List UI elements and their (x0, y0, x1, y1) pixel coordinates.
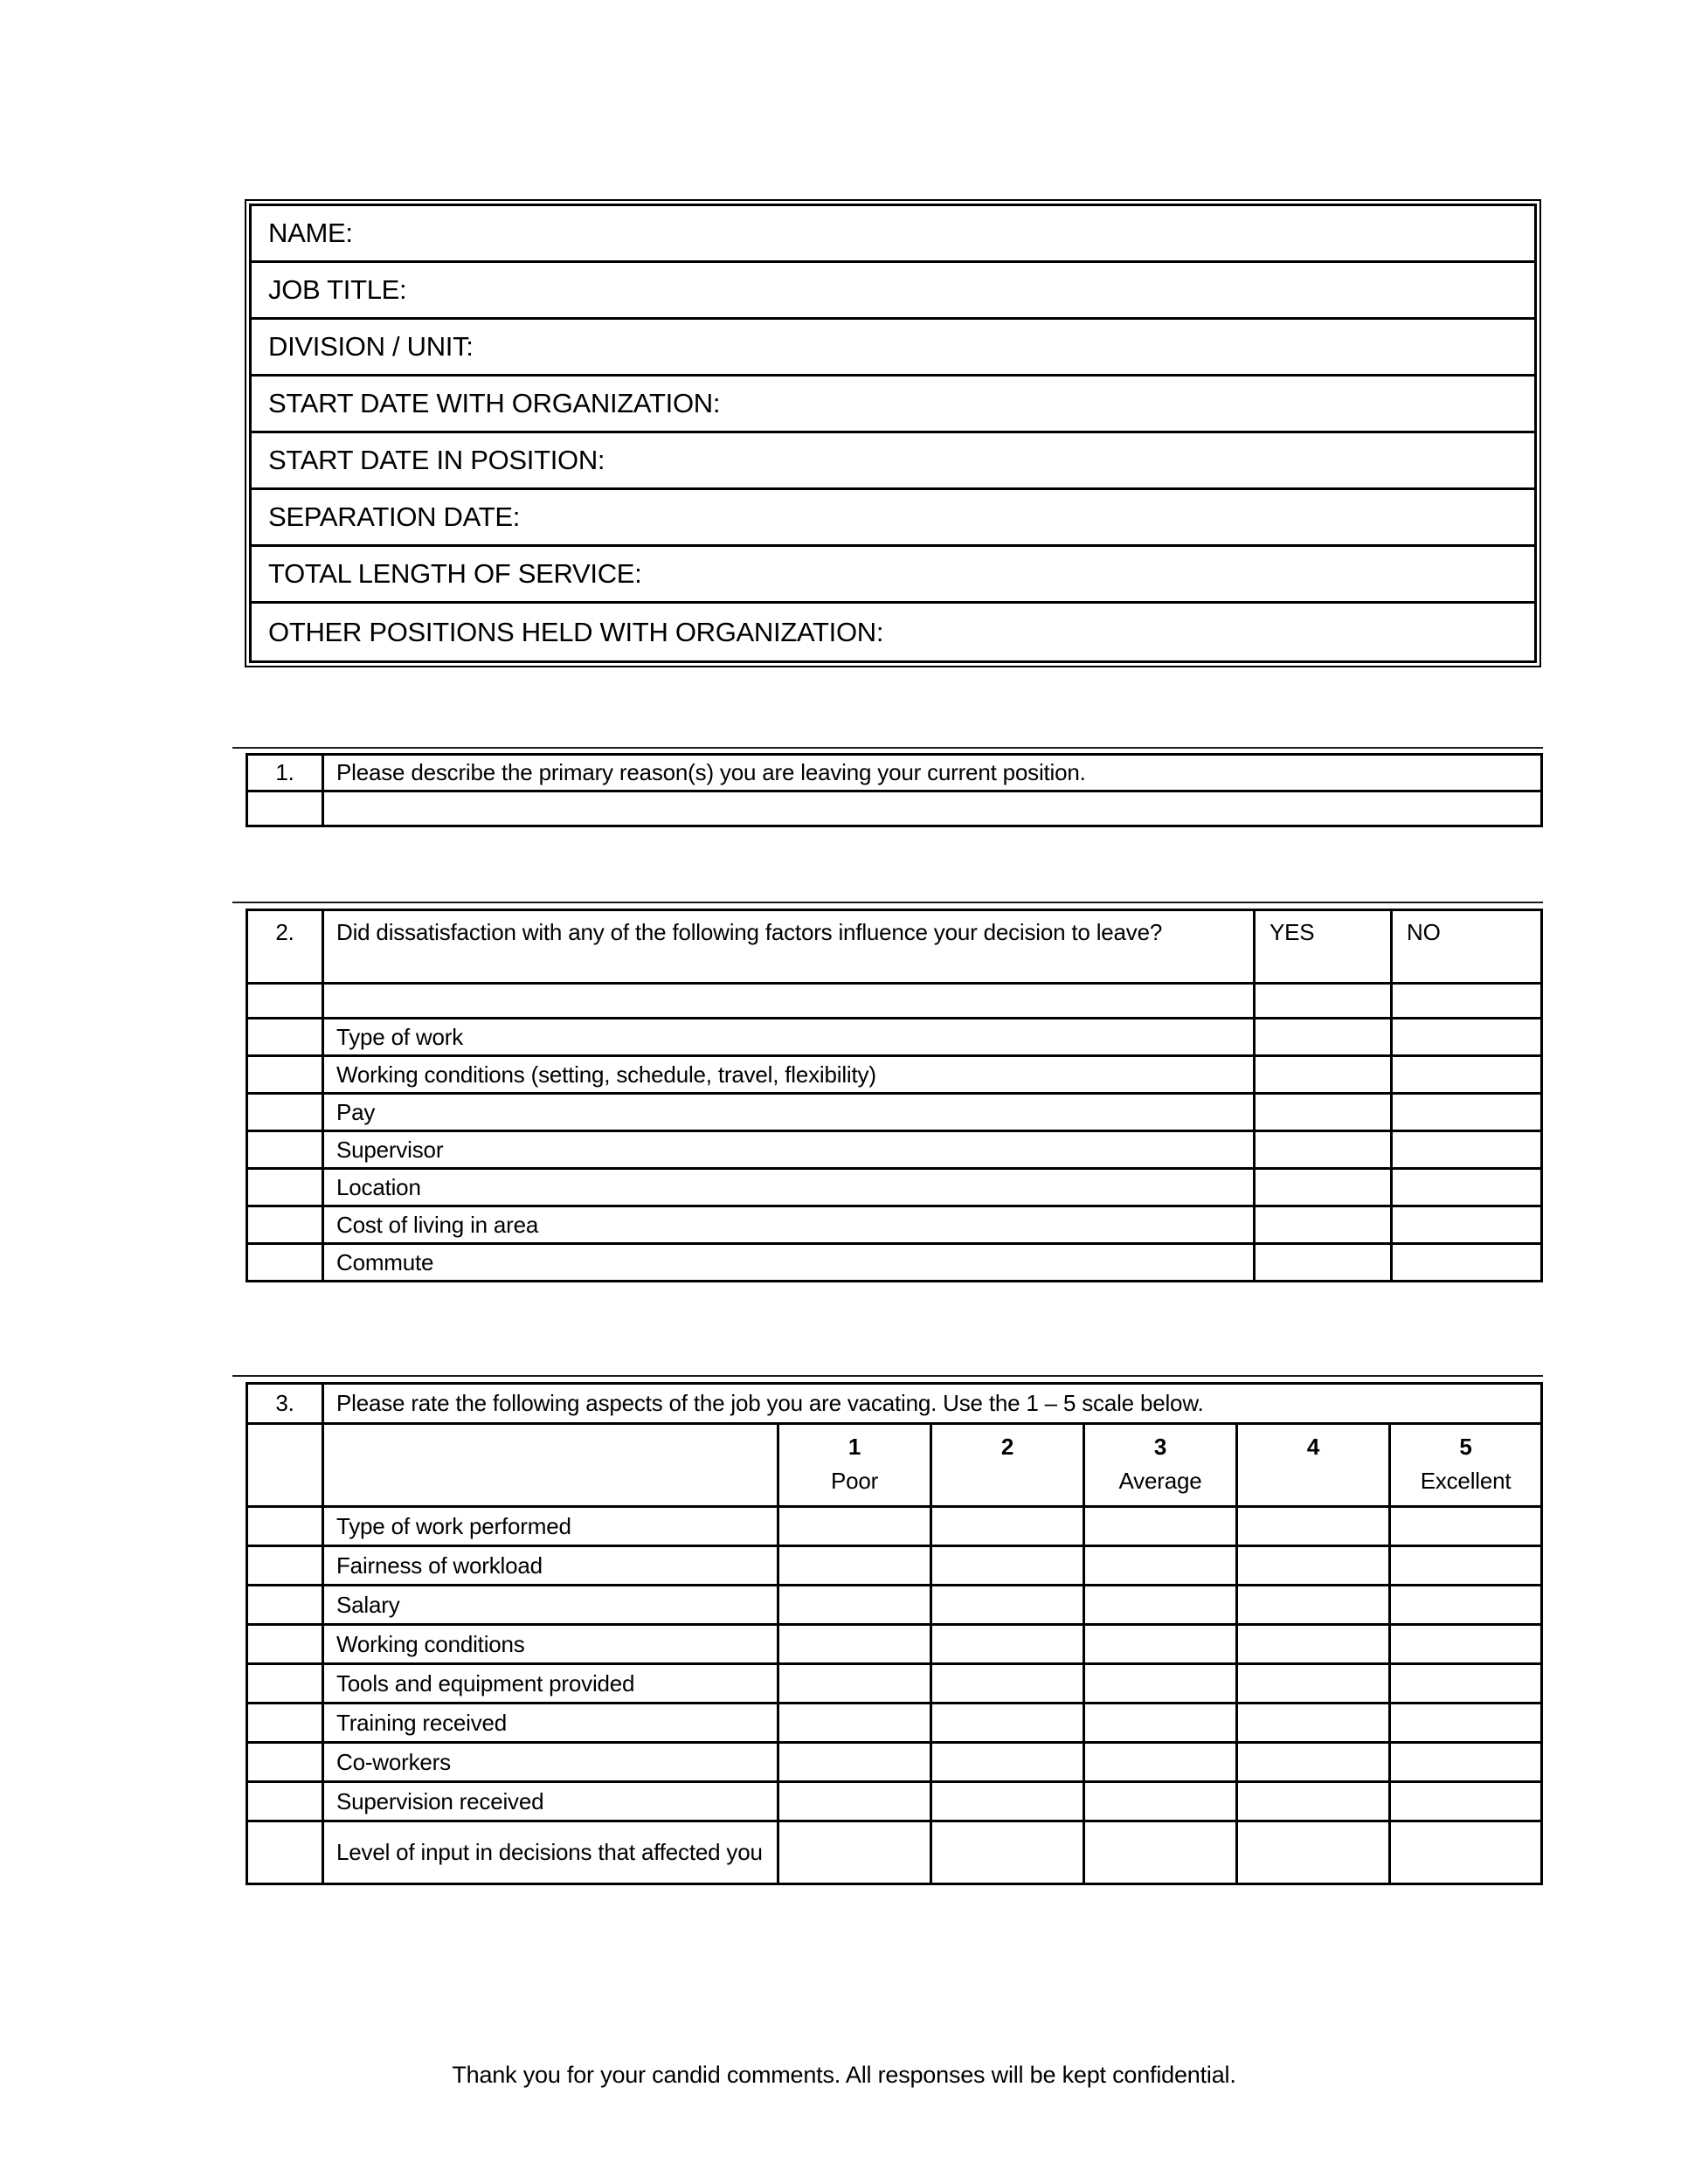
q3-rating-cell[interactable] (1084, 1546, 1237, 1586)
q3-rating-cell[interactable] (1084, 1743, 1237, 1782)
q3-rating-cell[interactable] (778, 1586, 931, 1625)
scale-label: Poor (830, 1468, 879, 1494)
q2-row-number-cell (247, 1131, 323, 1169)
rule-line (232, 902, 1543, 903)
q3-aspect-label: Working conditions (323, 1625, 778, 1664)
q2-no-header: NO (1392, 910, 1542, 984)
q2-factor-label: Supervisor (323, 1131, 1255, 1169)
q3-rating-cell[interactable] (1084, 1507, 1237, 1546)
q2-no-cell[interactable] (1392, 1131, 1542, 1169)
info-label: START DATE WITH ORGANIZATION: (268, 388, 721, 418)
info-label: SEPARATION DATE: (268, 501, 521, 532)
q3-spacer-cell (323, 1424, 778, 1507)
q3-number: 3. (247, 1384, 323, 1424)
q3-rating-cell[interactable] (1237, 1704, 1390, 1743)
q3-question: Please rate the following aspects of the job you are vacating. Use the 1 – 5 scale below. (323, 1384, 1542, 1424)
q2-factor-label: Type of work (323, 1019, 1255, 1056)
q2-spacer-cell (1255, 984, 1392, 1019)
q1-answer-cell[interactable] (323, 791, 1542, 826)
q3-rating-cell[interactable] (778, 1546, 931, 1586)
q3-rating-cell[interactable] (1084, 1586, 1237, 1625)
q3-rating-cell[interactable] (1390, 1546, 1542, 1586)
question-3-table (246, 1382, 1543, 1885)
q3-rating-cell[interactable] (1237, 1586, 1390, 1625)
q2-yes-header: YES (1255, 910, 1392, 984)
info-label: NAME: (268, 218, 353, 248)
info-label: OTHER POSITIONS HELD WITH ORGANIZATION: (268, 616, 884, 647)
q3-rating-cell[interactable] (931, 1782, 1084, 1821)
q2-no-cell[interactable] (1392, 1019, 1542, 1056)
q2-row-number-cell (247, 1094, 323, 1131)
q2-row-number-cell (247, 1019, 323, 1056)
q3-rating-cell[interactable] (1084, 1625, 1237, 1664)
info-field-other-positions[interactable] (252, 604, 1534, 660)
info-field-start-date-position[interactable] (252, 433, 1534, 490)
q3-row-number-cell (247, 1625, 323, 1664)
q3-row-number-cell (247, 1586, 323, 1625)
q2-factor-label: Commute (323, 1244, 1255, 1282)
info-label: JOB TITLE: (268, 274, 407, 305)
q3-rating-cell[interactable] (778, 1664, 931, 1704)
info-field-job-title[interactable] (252, 263, 1534, 320)
q3-rating-cell[interactable] (1237, 1625, 1390, 1664)
scale-number: 1 (847, 1434, 861, 1460)
q3-rating-cell[interactable] (778, 1743, 931, 1782)
q3-rating-cell[interactable] (1237, 1664, 1390, 1704)
q2-no-cell[interactable] (1392, 1169, 1542, 1206)
q3-scale-header-2 (931, 1424, 1084, 1507)
q2-yes-cell[interactable] (1255, 1131, 1392, 1169)
question-2-table (246, 909, 1543, 1282)
info-field-name[interactable] (252, 206, 1534, 263)
q3-rating-cell[interactable] (778, 1704, 931, 1743)
q3-rating-cell[interactable] (931, 1664, 1084, 1704)
q3-rating-cell[interactable] (1390, 1821, 1542, 1884)
q3-rating-cell[interactable] (1390, 1664, 1542, 1704)
q3-rating-cell[interactable] (931, 1507, 1084, 1546)
scale-number: 3 (1153, 1434, 1167, 1460)
q3-row-number-cell (247, 1507, 323, 1546)
q3-row-number-cell (247, 1782, 323, 1821)
info-label: TOTAL LENGTH OF SERVICE: (268, 558, 642, 589)
employee-info-table (245, 199, 1541, 667)
q2-factor-label: Pay (323, 1094, 1255, 1131)
q3-rating-cell[interactable] (1390, 1704, 1542, 1743)
q3-rating-cell[interactable] (1084, 1782, 1237, 1821)
q3-rating-cell[interactable] (931, 1546, 1084, 1586)
q3-aspect-label: Salary (323, 1586, 778, 1625)
q2-spacer-cell (1392, 984, 1542, 1019)
q2-yes-cell[interactable] (1255, 1094, 1392, 1131)
q3-aspect-label: Training received (323, 1704, 778, 1743)
employee-info-table-inner (249, 204, 1537, 663)
confidentiality-note: Thank you for your candid comments. All responses will be kept confidential. (452, 2062, 1236, 2088)
q3-rating-cell[interactable] (1237, 1743, 1390, 1782)
q2-spacer-cell (323, 984, 1255, 1019)
info-field-separation-date[interactable] (252, 490, 1534, 547)
info-label: DIVISION / UNIT: (268, 331, 474, 362)
q2-factor-label: Cost of living in area (323, 1206, 1255, 1244)
q2-factor-label: Location (323, 1169, 1255, 1206)
q3-rating-cell[interactable] (1237, 1507, 1390, 1546)
q3-row-number-cell (247, 1704, 323, 1743)
q3-rating-cell[interactable] (1237, 1546, 1390, 1586)
q1-question: Please describe the primary reason(s) you are leaving your current position. (323, 755, 1542, 791)
q3-rating-cell[interactable] (1390, 1625, 1542, 1664)
q3-row-number-cell (247, 1546, 323, 1586)
q2-no-cell[interactable] (1392, 1206, 1542, 1244)
q2-question: Did dissatisfaction with any of the following factors influence your decision to leave? (323, 910, 1255, 984)
q3-spacer-cell (247, 1424, 323, 1507)
q2-yes-cell[interactable] (1255, 1206, 1392, 1244)
q3-row-number-cell (247, 1664, 323, 1704)
q3-rating-cell[interactable] (931, 1586, 1084, 1625)
scale-number: 5 (1459, 1434, 1472, 1460)
q3-scale-header-4 (1237, 1424, 1390, 1507)
q2-row-number-cell (247, 1169, 323, 1206)
q3-rating-cell[interactable] (778, 1821, 931, 1884)
q3-rating-cell[interactable] (1390, 1743, 1542, 1782)
q3-aspect-label: Fairness of workload (323, 1546, 778, 1586)
scale-number: 4 (1306, 1434, 1320, 1460)
q3-row-number-cell (247, 1743, 323, 1782)
q3-rating-cell[interactable] (931, 1625, 1084, 1664)
q3-rating-cell[interactable] (1237, 1821, 1390, 1884)
info-field-start-date-org[interactable] (252, 377, 1534, 433)
q3-rating-cell[interactable] (1084, 1664, 1237, 1704)
q2-no-cell[interactable] (1392, 1244, 1542, 1282)
q3-scale-header-5 (1390, 1424, 1542, 1507)
q2-row-number-cell (247, 1206, 323, 1244)
q2-row-number-cell (247, 1244, 323, 1282)
q3-aspect-label: Co-workers (323, 1743, 778, 1782)
q2-yes-cell[interactable] (1255, 1169, 1392, 1206)
q3-rating-cell[interactable] (1390, 1507, 1542, 1546)
q3-rating-cell[interactable] (778, 1782, 931, 1821)
q2-no-cell[interactable] (1392, 1094, 1542, 1131)
q3-rating-cell[interactable] (1390, 1782, 1542, 1821)
q2-yes-cell[interactable] (1255, 1244, 1392, 1282)
q3-rating-cell[interactable] (1084, 1704, 1237, 1743)
q3-scale-header-3 (1084, 1424, 1237, 1507)
q3-rating-cell[interactable] (1237, 1782, 1390, 1821)
q3-rating-cell[interactable] (931, 1743, 1084, 1782)
info-field-division-unit[interactable] (252, 320, 1534, 377)
q3-row-number-cell (247, 1821, 323, 1884)
info-label: START DATE IN POSITION: (268, 445, 605, 475)
q3-aspect-label: Supervision received (323, 1782, 778, 1821)
rule-line (232, 1375, 1543, 1377)
info-field-length-of-service[interactable] (252, 547, 1534, 604)
q3-rating-cell[interactable] (1084, 1821, 1237, 1884)
q1-spacer-cell (247, 791, 323, 826)
q3-rating-cell[interactable] (1390, 1586, 1542, 1625)
question-1-table (246, 753, 1543, 827)
q2-yes-cell[interactable] (1255, 1056, 1392, 1094)
scale-number: 2 (1000, 1434, 1014, 1460)
rule-line (232, 747, 1543, 749)
q3-rating-cell[interactable] (778, 1507, 931, 1546)
q2-yes-cell[interactable] (1255, 1019, 1392, 1056)
q3-aspect-label: Tools and equipment provided (323, 1664, 778, 1704)
scale-label: Average (1118, 1468, 1202, 1494)
q3-rating-cell[interactable] (931, 1821, 1084, 1884)
q3-aspect-label: Type of work performed (323, 1507, 778, 1546)
q3-aspect-label: Level of input in decisions that affected you (323, 1821, 778, 1884)
q2-spacer-cell (247, 984, 323, 1019)
q2-no-cell[interactable] (1392, 1056, 1542, 1094)
q2-number: 2. (247, 910, 323, 984)
q3-scale-header-1 (778, 1424, 931, 1507)
q3-rating-cell[interactable] (931, 1704, 1084, 1743)
q1-number: 1. (247, 755, 323, 791)
q2-factor-label: Working conditions (setting, schedule, travel, flexibility) (323, 1056, 1255, 1094)
scale-label: Excellent (1420, 1468, 1512, 1494)
q2-row-number-cell (247, 1056, 323, 1094)
q3-rating-cell[interactable] (778, 1625, 931, 1664)
